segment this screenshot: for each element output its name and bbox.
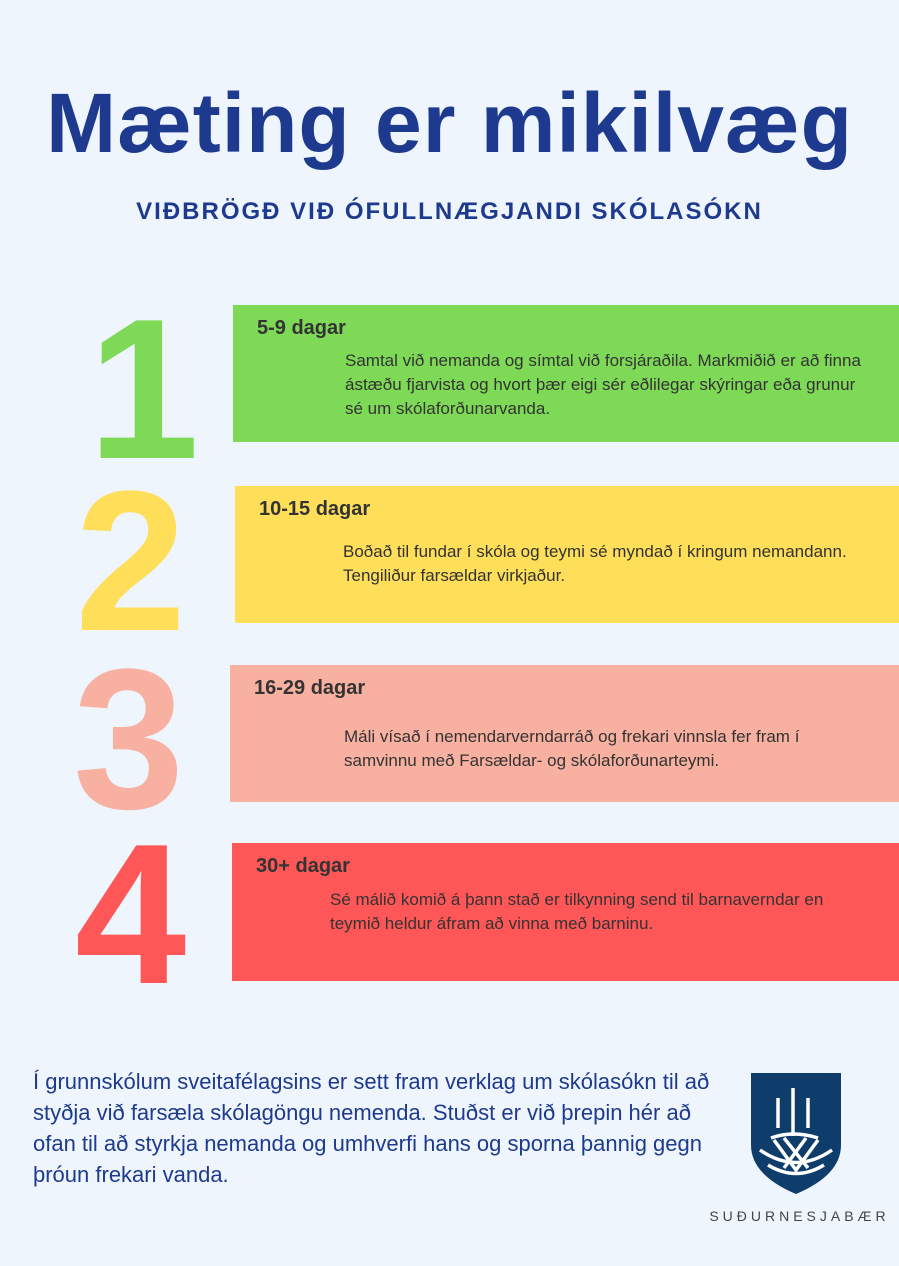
step-heading: 30+ dagar (256, 855, 350, 877)
step-text: Samtal við nemanda og símtal við forsjáraðila. Markmiðið er að finna ástæðu fjarvista og hvort þær eigi sér eðlilegar skýringar eða grunur sé um skólaforðunarvanda. (345, 351, 861, 418)
step-number-2: 2 (75, 450, 187, 673)
footer-text: Í grunnskólum sveitafélagsins er sett fram verklag um skólasókn til að styðja við farsæla skólagöngu nemenda. Stuðst er við þrepin hér að ofan til að styrkja nemanda og umhverfi hans og sporna þannig gegn þróun frekari vanda. (33, 1069, 710, 1187)
step-number-3: 3 (73, 628, 185, 851)
step-band-4 (232, 843, 899, 981)
logo-wordmark: SUÐURNESJABÆR (709, 1208, 890, 1224)
step-text: Boðað til fundar í skóla og teymi sé myndað í kringum nemandann. Tengiliður farsældar virkjaður. (343, 542, 847, 585)
step-text: Sé málið komið á þann stað er tilkynning send til barnaverndar en teymið heldur áfram að vinna með barninu. (330, 890, 824, 933)
step-text: Máli vísað í nemendarverndarráð og frekari vinnsla fer fram í samvinnu með Farsældar- og skólaforðunarteymi. (344, 727, 800, 770)
page-title: Mæting er mikilvæg (46, 76, 853, 170)
suðurnesjabaer-shield-logo (746, 1070, 846, 1196)
step-heading: 10-15 dagar (259, 498, 371, 520)
step-band-3 (230, 665, 899, 802)
page-subtitle: VIÐBRÖGÐ VIÐ ÓFULLNÆGJANDI SKÓLASÓKN (136, 198, 763, 225)
step-number-1: 1 (88, 278, 200, 501)
step-number-4: 4 (75, 803, 187, 1026)
step-heading: 16-29 dagar (254, 677, 366, 699)
step-band-1 (233, 305, 899, 442)
step-band-2 (235, 486, 899, 623)
step-heading: 5-9 dagar (257, 317, 346, 339)
